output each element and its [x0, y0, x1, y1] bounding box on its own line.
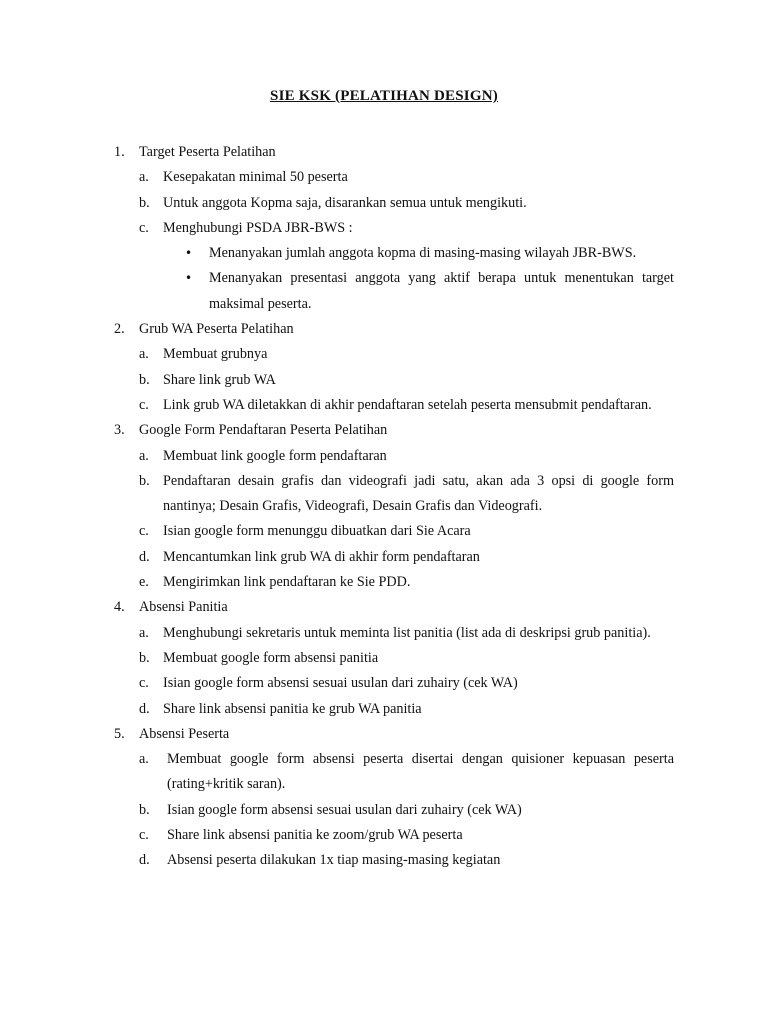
item-letter: a. — [139, 624, 149, 641]
item-letter: b. — [139, 194, 150, 211]
item-text: Untuk anggota Kopma saja, disarankan semua untuk mengikuti. — [163, 194, 527, 211]
bullet-item — [185, 266, 674, 317]
section-grub-wa — [114, 317, 674, 418]
item-text: Membuat link google form pendaftaran — [163, 447, 387, 464]
bullet-text: Menanyakan presentasi anggota yang aktif berapa untuk menentukan target maksimal peserta. — [209, 270, 674, 312]
item-letter: b. — [139, 649, 150, 666]
section-list — [114, 140, 674, 874]
sub-item-list — [139, 342, 674, 418]
item-text: Mengirimkan link pendaftaran ke Sie PDD. — [163, 574, 411, 591]
sub-item-list — [139, 165, 674, 241]
item-text: Menghubungi sekretaris untuk meminta list panitia (list ada di deskripsi grub panitia). — [163, 624, 651, 641]
item-text: Share link absensi panitia ke zoom/grub WA peserta — [167, 827, 463, 844]
item-text: Membuat google form absensi panitia — [163, 649, 379, 666]
section-absensi-panitia — [114, 595, 674, 721]
bullet-item — [185, 241, 674, 266]
section-heading: Grub WA Peserta Pelatihan — [139, 321, 294, 338]
document-title: SIE KSK (PELATIHAN DESIGN) — [270, 88, 498, 104]
list-item — [139, 191, 674, 216]
item-letter: b. — [139, 472, 150, 489]
bullet-icon: • — [185, 246, 193, 261]
section-number: 1. — [114, 144, 125, 160]
item-letter: d. — [139, 548, 150, 565]
section-number: 3. — [114, 422, 125, 439]
list-item — [139, 823, 674, 848]
list-item — [139, 393, 674, 418]
section-number: 4. — [114, 599, 125, 616]
section-google-form-pendaftaran — [114, 418, 674, 595]
item-text: Membuat google form absensi peserta disertai dengan quisioner kepuasan peserta (rating+kritik saran). — [167, 751, 674, 793]
list-item — [139, 697, 674, 722]
section-number: 5. — [114, 725, 125, 742]
item-letter: e. — [139, 574, 149, 591]
bullet-icon: • — [185, 271, 193, 286]
section-target-peserta — [114, 140, 674, 317]
list-item — [139, 747, 674, 798]
list-item — [139, 570, 674, 595]
item-text: Isian google form absensi sesuai usulan dari zuhairy (cek WA) — [167, 801, 522, 818]
item-text: Membuat grubnya — [163, 346, 268, 363]
bullet-text: Menanyakan jumlah anggota kopma di masing-masing wilayah JBR-BWS. — [209, 245, 637, 262]
item-letter: c. — [139, 675, 149, 692]
document-body — [114, 140, 674, 874]
item-text: Mencantumkan link grub WA di akhir form pendaftaran — [163, 548, 480, 565]
section-number: 2. — [114, 321, 125, 338]
sub-item-list — [139, 621, 674, 722]
list-item — [139, 342, 674, 367]
item-text: Isian google form menunggu dibuatkan dari Sie Acara — [163, 523, 471, 540]
item-text: Kesepakatan minimal 50 peserta — [163, 169, 348, 186]
item-letter: a. — [139, 751, 149, 768]
list-item — [139, 621, 674, 646]
list-item — [139, 798, 674, 823]
sub-item-list — [139, 444, 674, 596]
section-absensi-peserta — [114, 722, 674, 874]
list-item — [139, 545, 674, 570]
list-item — [139, 848, 674, 873]
item-letter: c. — [139, 827, 149, 844]
item-letter: c. — [139, 396, 149, 413]
item-letter: a. — [139, 447, 149, 464]
section-heading: Google Form Pendaftaran Peserta Pelatihan — [139, 422, 388, 439]
list-item — [139, 368, 674, 393]
item-letter: b. — [139, 801, 150, 818]
item-text: Share link absensi panitia ke grub WA panitia — [163, 700, 422, 717]
item-letter: a. — [139, 169, 149, 186]
item-text: Absensi peserta dilakukan 1x tiap masing-masing kegiatan — [167, 852, 501, 869]
item-text: Menghubungi PSDA JBR-BWS : — [163, 219, 353, 236]
item-letter: c. — [139, 219, 149, 236]
list-item — [139, 671, 674, 696]
item-text: Share link grub WA — [163, 371, 276, 388]
list-item — [139, 165, 674, 190]
list-item — [139, 444, 674, 469]
section-heading: Target Peserta Pelatihan — [139, 144, 276, 160]
list-item — [139, 646, 674, 671]
item-text: Link grub WA diletakkan di akhir pendaftaran setelah peserta mensubmit pendaftaran. — [163, 396, 652, 413]
item-letter: d. — [139, 700, 150, 717]
item-letter: d. — [139, 852, 150, 869]
bullet-list — [139, 241, 674, 317]
item-text: Pendaftaran desain grafis dan videografi jadi satu, akan ada 3 opsi di google form nantinya; Desain Grafis, Videografi, Desain Grafis dan Videografi. — [163, 472, 674, 515]
section-heading: Absensi Peserta — [139, 725, 230, 742]
section-heading: Absensi Panitia — [139, 599, 228, 616]
item-letter: a. — [139, 346, 149, 363]
item-text: Isian google form absensi sesuai usulan dari zuhairy (cek WA) — [163, 675, 518, 692]
sub-item-list — [139, 747, 674, 873]
item-letter: c. — [139, 523, 149, 540]
list-item — [139, 469, 674, 520]
list-item — [139, 216, 674, 241]
list-item — [139, 519, 674, 544]
item-letter: b. — [139, 371, 150, 388]
